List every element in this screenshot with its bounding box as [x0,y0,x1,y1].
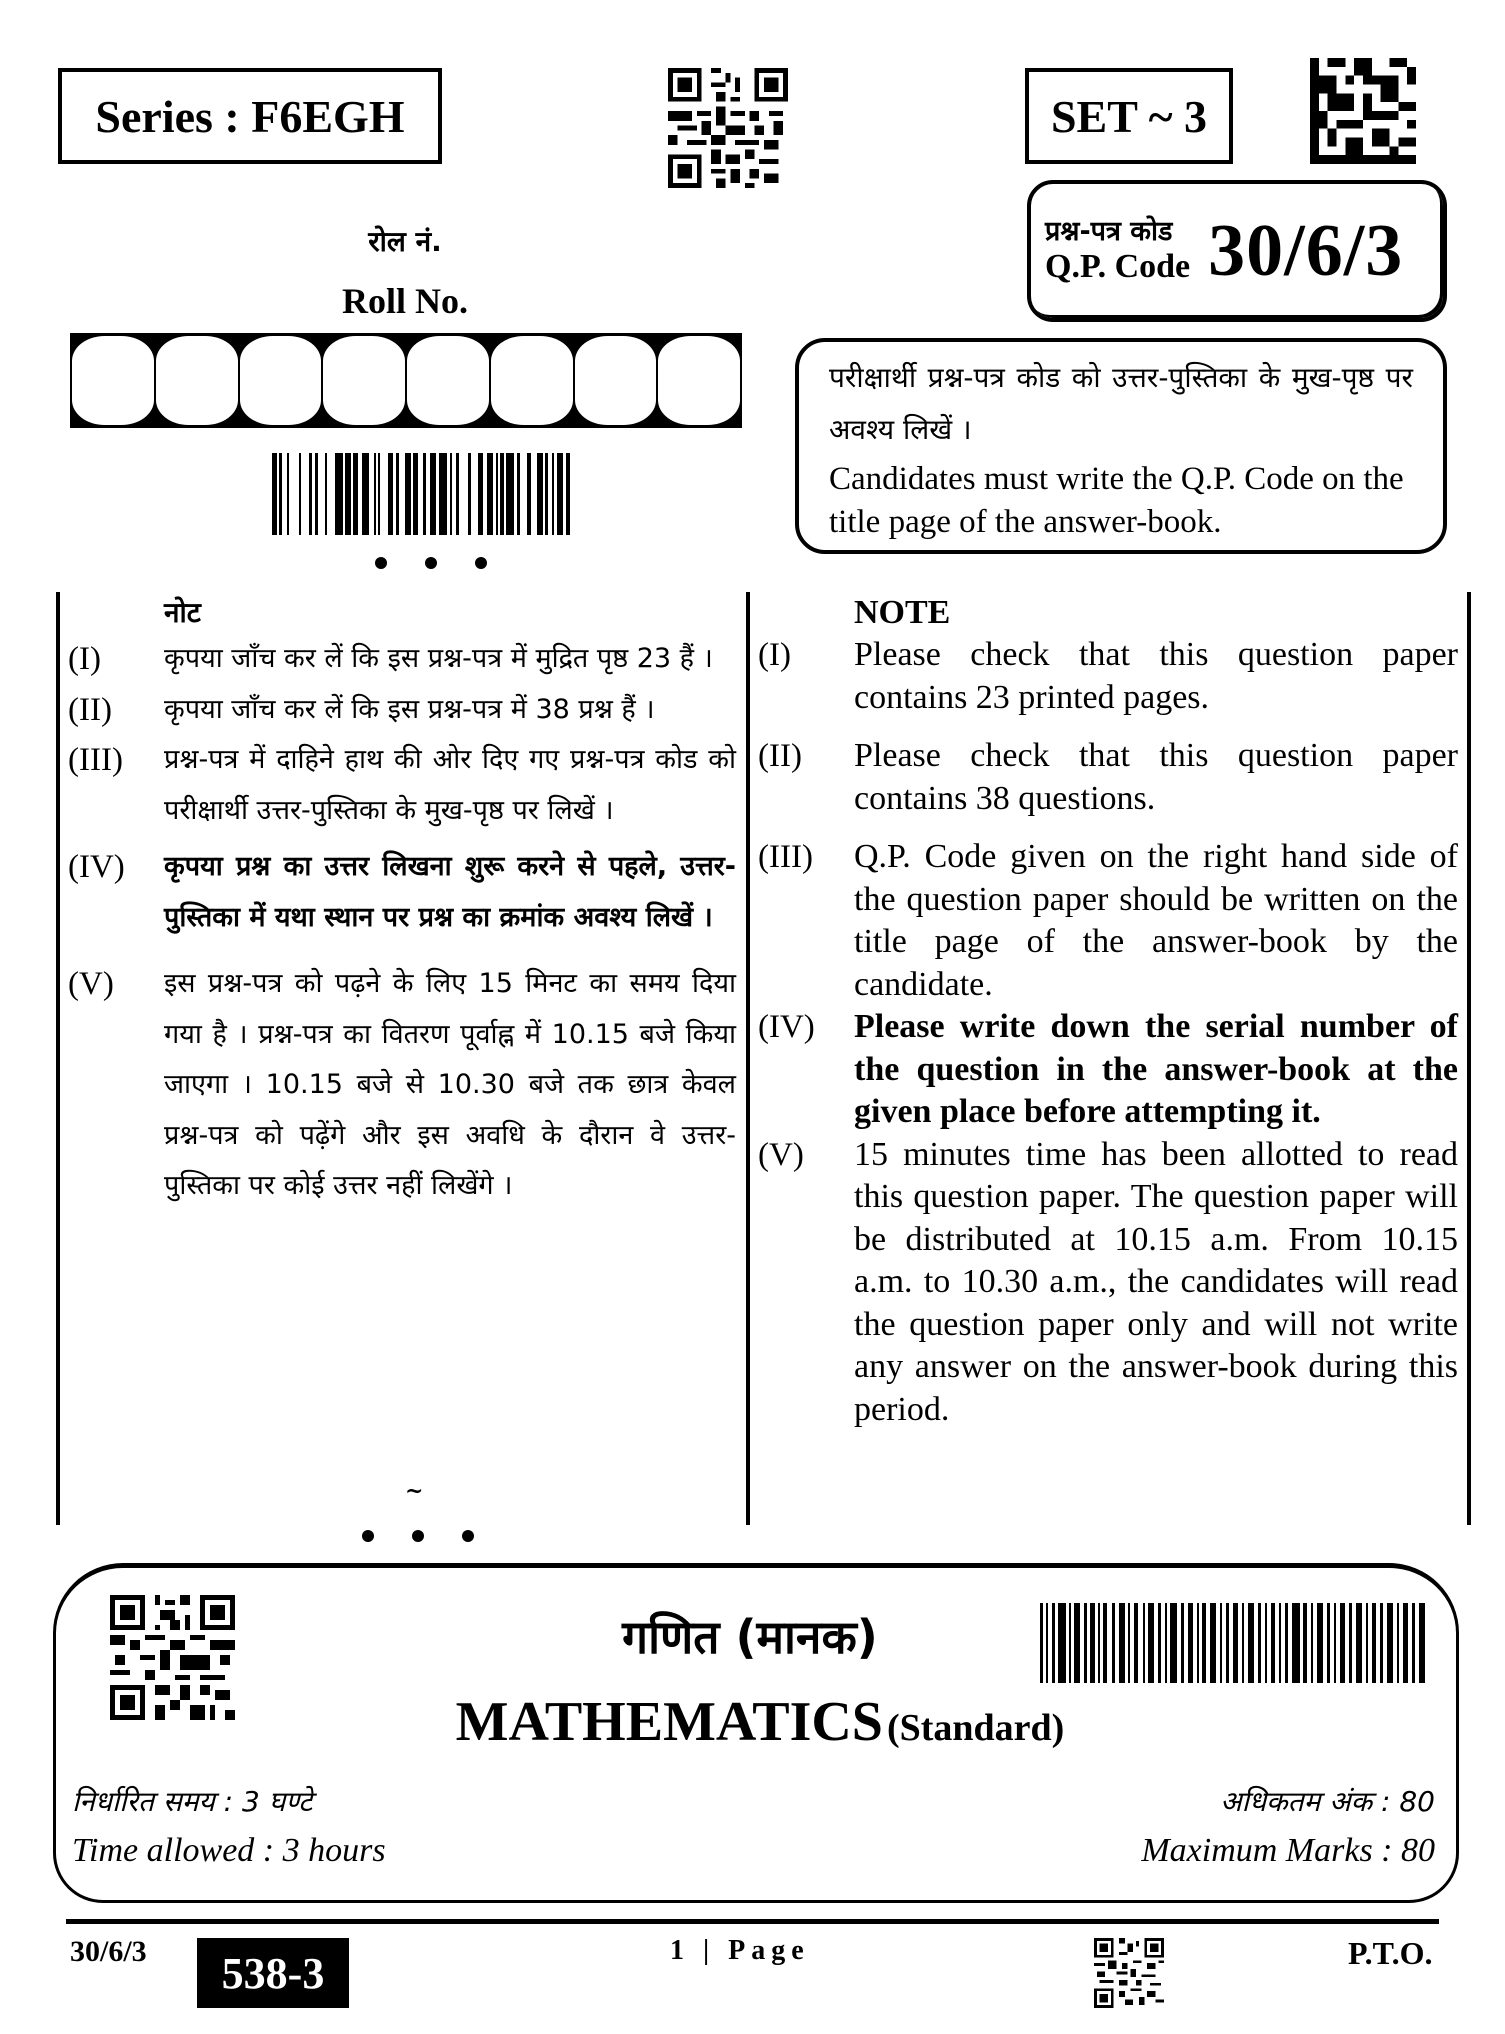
roll-label-en: Roll No. [342,281,468,321]
note-number: (I) [758,637,791,673]
note-number: (II) [68,691,112,728]
maximum-marks-en: Maximum Marks : 80 [1141,1832,1435,1869]
footer-qp-code: 30/6/3 [70,1935,147,1968]
tilde-mark: ~ [405,1478,424,1504]
note-text: कृपया जाँच कर लें कि इस प्रश्न-पत्र में मुद्रित पृष्ठ 23 हैं । [164,643,713,674]
roll-cell[interactable] [240,336,322,425]
qp-code-label-en: Q.P. Code [1045,247,1191,285]
note-item [68,735,736,836]
notes-hindi [68,592,736,1212]
note-number: (V) [68,966,114,1002]
roll-cell[interactable] [156,336,238,425]
note-text: Please write down the serial number of the question in the answer-book at the given place before attempting it. [854,1008,1458,1130]
roll-cell[interactable] [658,336,740,425]
note-number: (III) [758,839,813,875]
dot [362,1530,374,1542]
subject-title-en [380,1690,1140,1754]
roll-label-hi: रोल नं. [368,225,442,258]
subject-name: MATHEMATICS [455,1691,883,1753]
note-text: Please check that this question paper contains 38 questions. [854,737,1458,817]
separator-dots [375,557,487,569]
roll-cell[interactable] [491,336,573,425]
note-number: (V) [758,1136,804,1173]
time-allowed-en: Time allowed : 3 hours [72,1832,386,1869]
roll-cell[interactable] [323,336,405,425]
footer-divider [66,1919,1439,1924]
notice-text-en: Candidates must write the Q.P. Code on the title page of the answer-book. [829,461,1404,540]
note-number: (IV) [68,849,125,885]
note-text: प्रश्न-पत्र में दाहिने हाथ की ओर दिए गए प्रश्न-पत्र कोड को परीक्षार्थी उत्तर-पुस्तिका के मुख-पृष्ठ पर लिखें । [164,744,736,826]
time-allowed-hi: निर्धारित समय : 3 घण्टे [72,1785,313,1818]
dot [475,557,487,569]
maximum-marks-hi: अधिकतम अंक : 80 [1220,1785,1435,1818]
qr-code-icon [667,68,789,188]
note-item [758,1006,1458,1134]
note-text: कृपया प्रश्न का उत्तर लिखना शुरू करने से पहले, उत्तर-पुस्तिका में यथा स्थान पर प्रश्न का क्रमांक अवश्य लिखें । [164,851,736,933]
qp-code-label-hi: प्रश्न-पत्र कोड [1045,215,1173,247]
notes-english [758,592,1458,1431]
note-text: Q.P. Code given on the right hand side of the question paper should be written on the title page of the answer-book by the candidate. [854,838,1458,1003]
column-divider [1467,592,1471,1525]
qp-code-notice [795,338,1447,554]
roll-cell[interactable] [407,336,489,425]
note-heading-hi: नोट [164,596,201,629]
note-text: 15 minutes time has been allotted to read this question paper. The question paper will be distributed at 10.15 a.m. From 10.15 a.m. to 10.30 a.m., the candidates will read the question paper only and will not write any answer on the answer-book during this period. [854,1135,1458,1428]
qp-code-box [1027,180,1447,322]
column-divider [56,592,60,1525]
column-divider [746,592,750,1525]
note-item [758,735,1458,820]
qr-code-icon [110,1595,235,1720]
separator-dots [362,1530,474,1542]
note-number: (II) [758,738,802,774]
dot [375,557,387,569]
dot [462,1530,474,1542]
pto-label: P.T.O. [1348,1935,1433,1971]
qr-code-icon [1094,1938,1164,2008]
datamatrix-icon [1308,58,1418,164]
note-item [68,959,736,1212]
note-number: (I) [68,641,101,677]
page-number: 1 | Page [670,1935,810,1966]
dot [425,557,437,569]
note-text: Please check that this question paper contains 23 printed pages. [854,636,1458,716]
footer-badge [197,1938,349,2008]
series-label: Series : F6EGH [95,90,405,142]
footer-badge-label: 538-3 [221,1948,325,1998]
set-box [1025,68,1233,164]
note-item [68,842,736,943]
note-item [758,1134,1458,1432]
note-text: कृपया जाँच कर लें कि इस प्रश्न-पत्र में 38 प्रश्न हैं । [164,693,655,725]
roll-number-boxes [70,333,742,428]
roll-cell[interactable] [575,336,657,425]
note-item [68,685,736,736]
barcode-icon [1040,1603,1425,1683]
subject-variant: (Standard) [886,1707,1065,1749]
note-item [758,836,1458,1006]
roll-cell[interactable] [72,336,154,425]
series-box [58,68,442,164]
set-label: SET ~ 3 [1050,90,1208,142]
notice-text-hi: परीक्षार्थी प्रश्न-पत्र कोड को उत्तर-पुस्तिका के मुख-पृष्ठ पर अवश्य लिखें । [829,361,1413,446]
note-item [758,634,1458,719]
dot [412,1530,424,1542]
note-item [68,634,736,685]
note-text: इस प्रश्न-पत्र को पढ़ने के लिए 15 मिनट का समय दिया गया है । प्रश्न-पत्र का वितरण पूर्वाह्न में 10.15 बजे किया जाएगा । 10.15 बजे से 10.30 बजे तक छात्र केवल प्रश्न-पत्र को पढ़ेंगे और इस अवधि के दौरान वे उत्तर-पुस्तिका पर कोई उत्तर नहीं लिखेंगे । [164,968,736,1201]
barcode-icon [272,453,570,535]
note-number: (IV) [758,1009,815,1045]
note-heading-en: NOTE [854,594,951,631]
note-number: (III) [68,742,123,778]
subject-title-hi: गणित (मानक) [622,1610,878,1664]
qp-code-value: 30/6/3 [1208,209,1404,292]
